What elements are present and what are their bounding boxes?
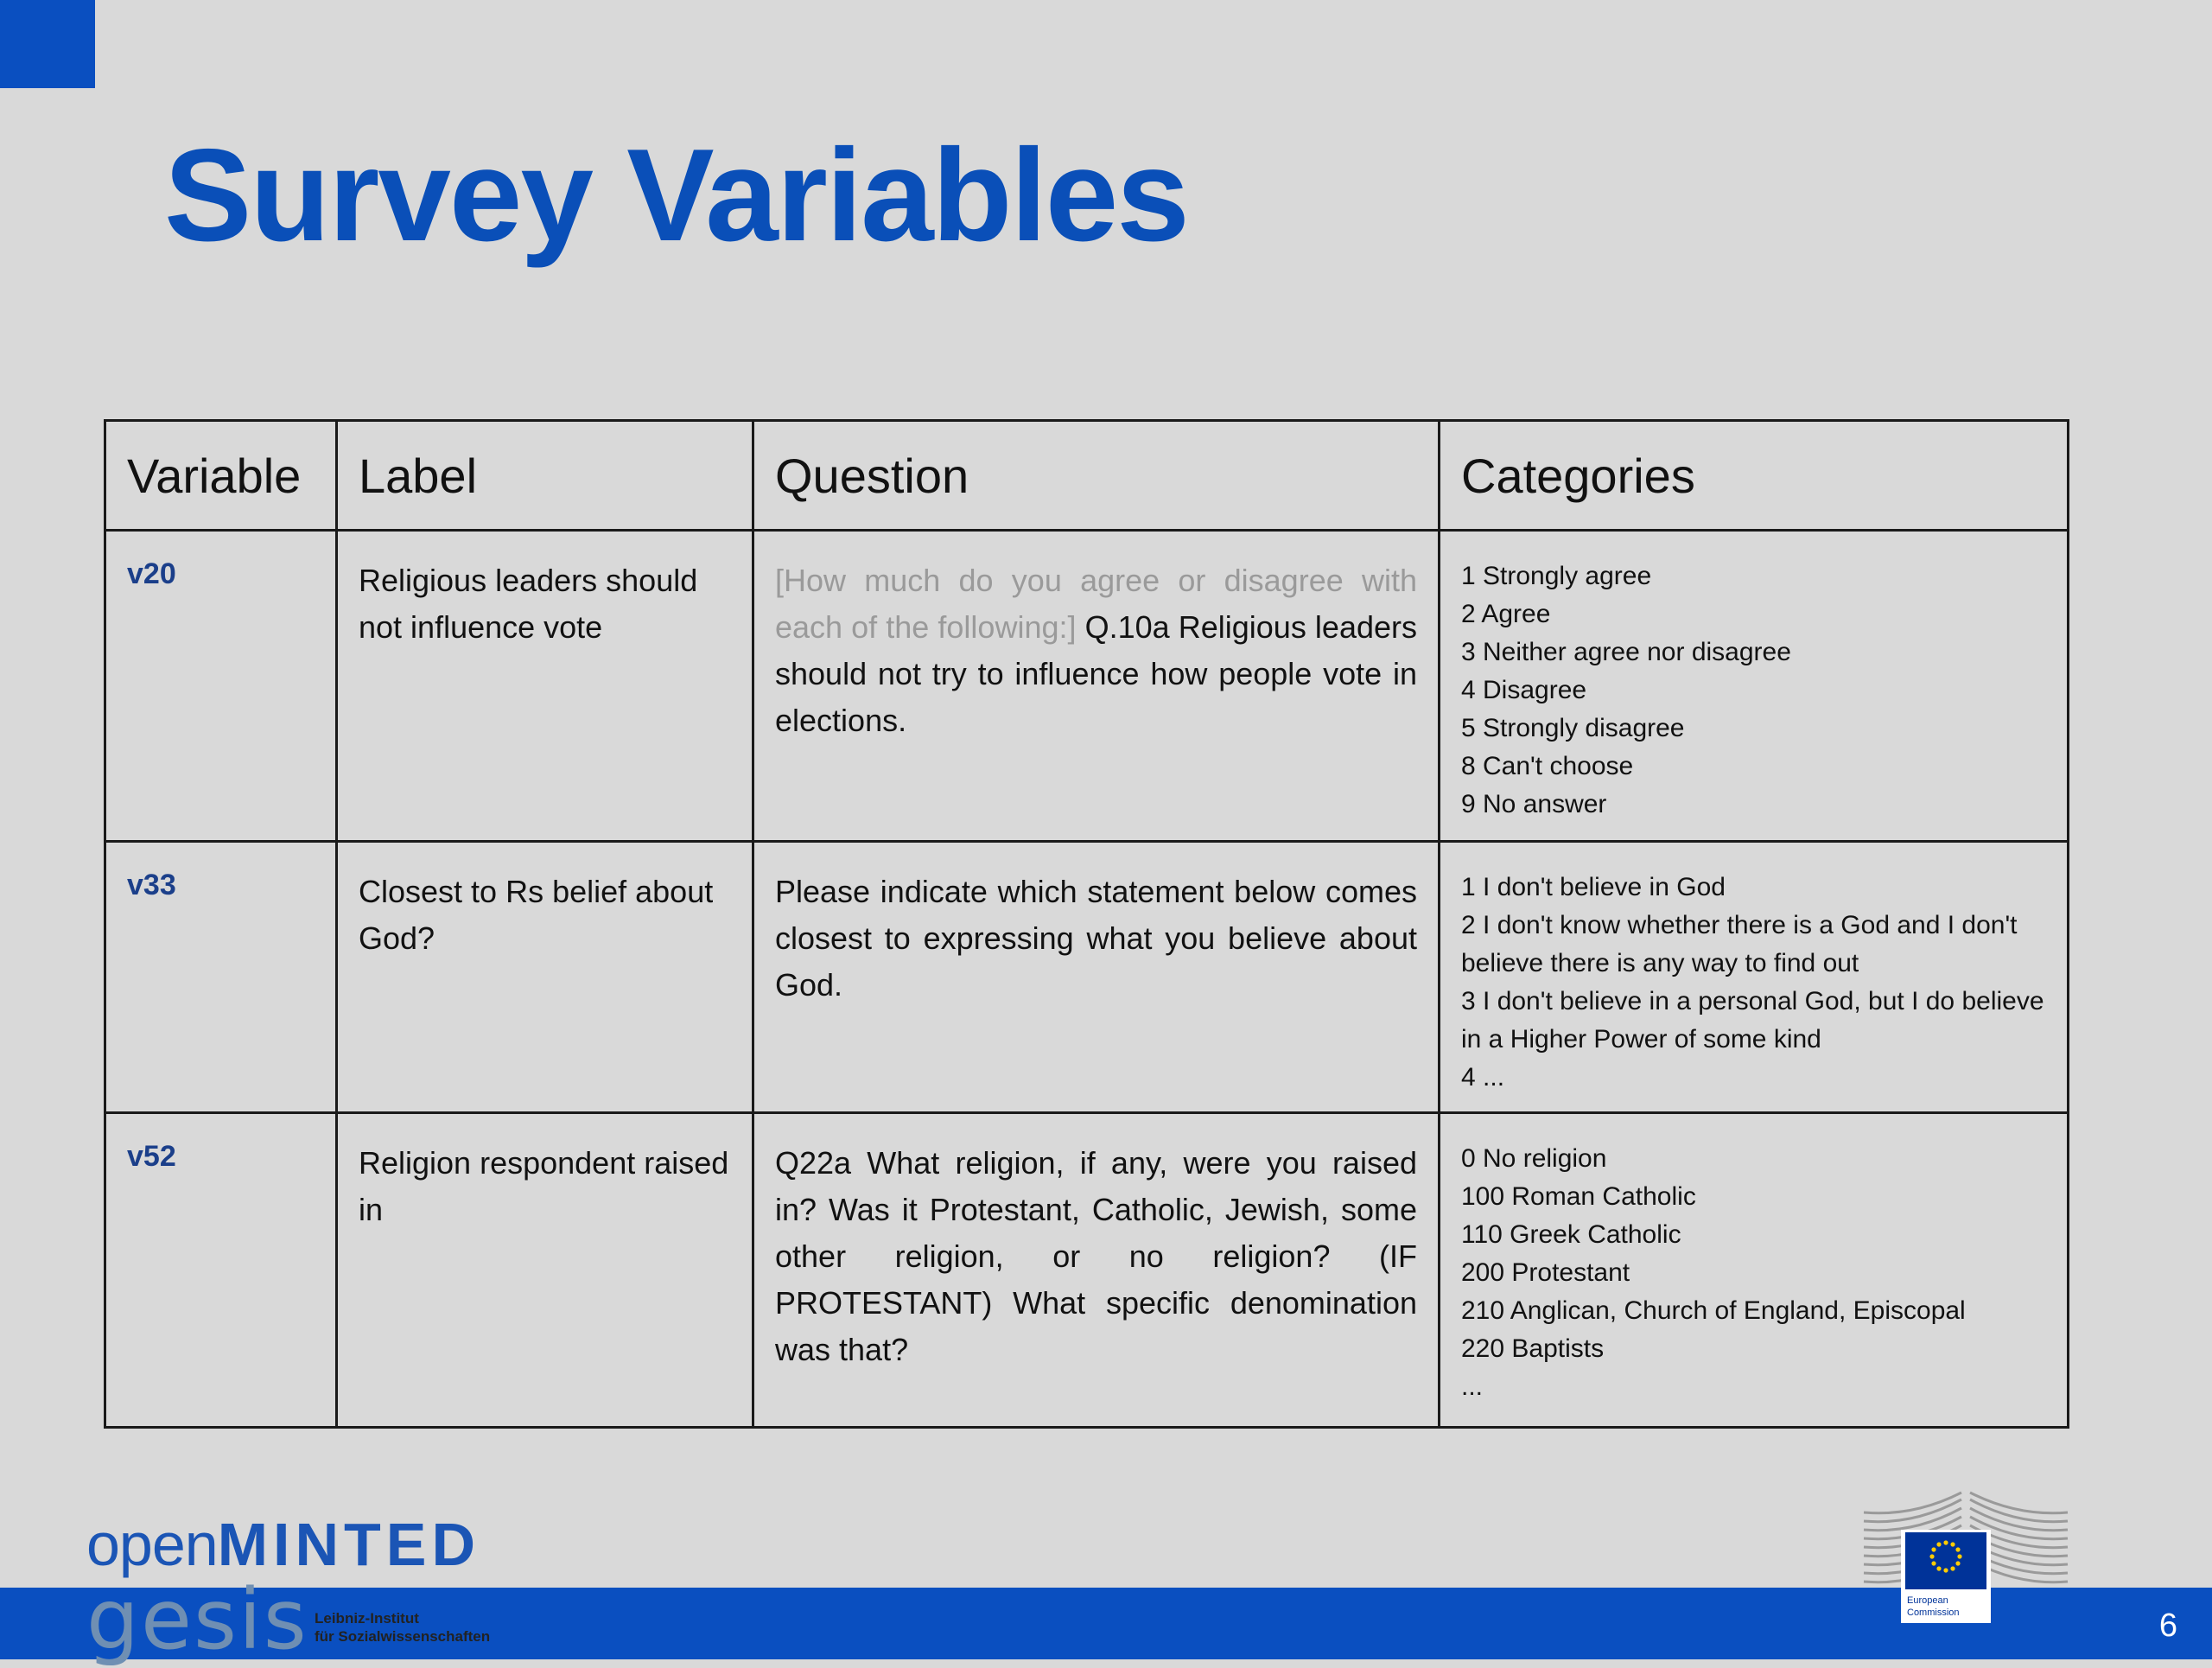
variable-code: v33 <box>127 869 176 901</box>
cell-label <box>337 1113 753 1428</box>
category-item: 3 Neither agree nor disagree <box>1461 638 1791 666</box>
gesis-subtitle-line: Leibniz-Institut <box>315 1610 419 1627</box>
table-header-row <box>105 421 2069 531</box>
gesis-subtitle <box>315 1609 490 1646</box>
category-list <box>1461 869 2046 1097</box>
cell-question <box>753 1113 1440 1428</box>
cell-question <box>753 842 1440 1113</box>
category-item: 100 Roman Catholic <box>1461 1182 1696 1211</box>
variable-code: v20 <box>127 557 176 590</box>
logo-open-text: open <box>86 1511 218 1578</box>
question-text <box>775 1140 1417 1373</box>
category-item: 220 Baptists <box>1461 1334 1605 1363</box>
cell-categories <box>1440 1113 2069 1428</box>
question-text <box>775 869 1417 1009</box>
header-question: Question <box>753 421 1440 531</box>
category-item: 4 Disagree <box>1461 676 1587 704</box>
ec-label-line: European <box>1907 1595 1948 1606</box>
question-prefix: [How much do you agree or disagree with each of the following:] <box>775 563 1417 645</box>
category-item: 0 No religion <box>1461 1144 1607 1173</box>
category-item: 8 Can't choose <box>1461 752 1634 780</box>
category-item: 200 Protestant <box>1461 1258 1630 1287</box>
category-list <box>1461 1140 2046 1406</box>
question-body: Q22a What religion, if any, were you raised in? Was it Protestant, Catholic, Jewish, some other religion, or no religion? (IF PROTESTANT) What specific denomination was that? <box>775 1145 1417 1367</box>
logo-minted-text: MINTED <box>217 1511 481 1578</box>
cell-label <box>337 531 753 842</box>
cell-categories <box>1440 531 2069 842</box>
cell-question <box>753 531 1440 842</box>
gesis-subtitle-line: für Sozialwissenschaften <box>315 1628 491 1645</box>
header-label: Label <box>337 421 753 531</box>
category-item: 1 I don't believe in God <box>1461 873 1726 901</box>
cell-label <box>337 842 753 1113</box>
slide-title: Survey Variables <box>164 122 1188 269</box>
category-item: 1 Strongly agree <box>1461 562 1652 590</box>
cell-variable <box>105 1113 337 1428</box>
gesis-logo: gesis <box>86 1571 308 1668</box>
category-list <box>1461 557 2046 824</box>
page-number: 6 <box>2158 1608 2177 1644</box>
european-commission-logo <box>1862 1491 2069 1625</box>
question-body: Please indicate which statement below comes closest to expressing what you believe about God. <box>775 874 1417 1003</box>
survey-variables-table <box>104 419 2069 1429</box>
category-item: 2 I don't know whether there is a God and I don't believe there is any way to find out <box>1461 911 2018 977</box>
table-row <box>105 1113 2069 1428</box>
corner-accent-square <box>0 0 95 88</box>
question-body: Q.10a Religious leaders should not try to influence how people vote in elections. <box>775 609 1417 738</box>
variable-code: v52 <box>127 1140 176 1173</box>
cell-variable <box>105 531 337 842</box>
variable-label: Religious leaders should not influence vote <box>359 563 698 645</box>
header-categories: Categories <box>1440 421 2069 531</box>
category-item: 2 Agree <box>1461 600 1551 628</box>
category-item: 4 ... <box>1461 1063 1505 1092</box>
variable-label: Religion respondent raised in <box>359 1145 729 1227</box>
category-item: 9 No answer <box>1461 790 1607 818</box>
table-row <box>105 842 2069 1113</box>
cell-variable <box>105 842 337 1113</box>
category-item: ... <box>1461 1372 1484 1401</box>
cell-categories <box>1440 842 2069 1113</box>
category-item: 110 Greek Catholic <box>1461 1220 1681 1249</box>
category-item: 5 Strongly disagree <box>1461 714 1685 742</box>
variable-label: Closest to Rs belief about God? <box>359 874 714 956</box>
question-text <box>775 557 1417 744</box>
table-row <box>105 531 2069 842</box>
category-item: 210 Anglican, Church of England, Episcopal <box>1461 1296 1966 1325</box>
openminted-logo <box>86 1511 481 1578</box>
category-item: 3 I don't believe in a personal God, but I do believe in a Higher Power of some kind <box>1461 987 2044 1054</box>
ec-label-line: Commission <box>1907 1608 1960 1618</box>
header-variable: Variable <box>105 421 337 531</box>
